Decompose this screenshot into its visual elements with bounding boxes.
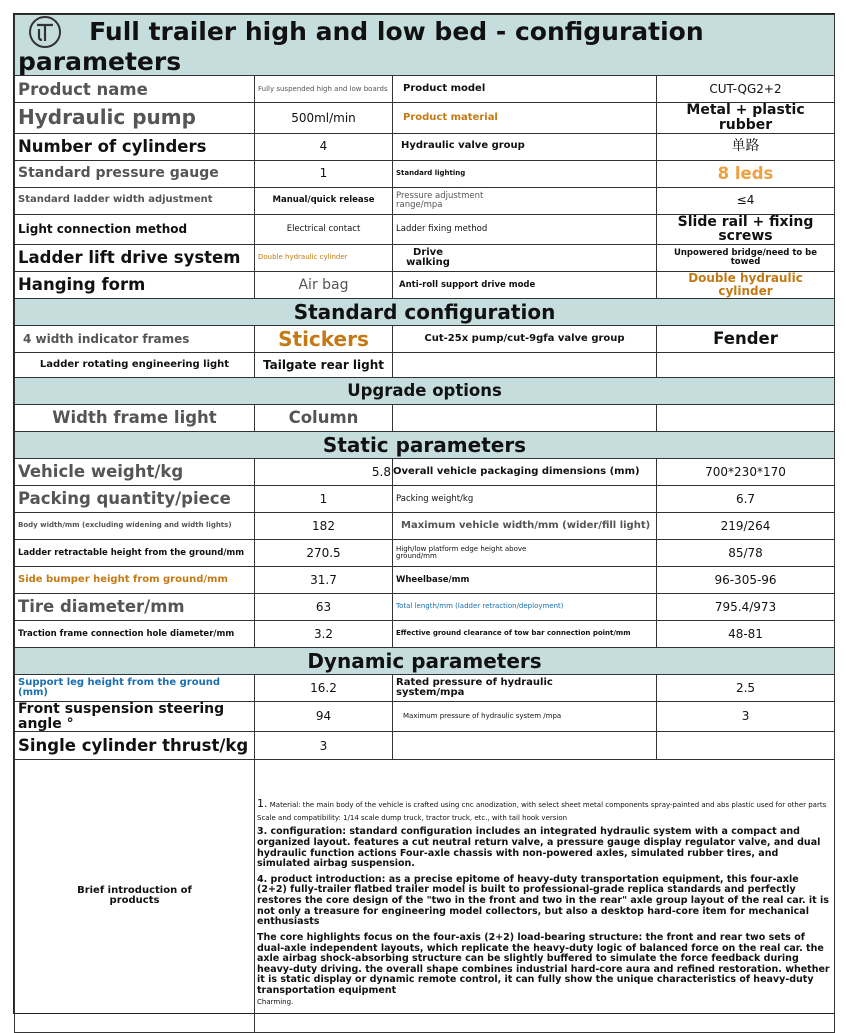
label-cell: Product model	[393, 76, 657, 103]
value-cell: 219/264	[657, 513, 835, 540]
section-header	[15, 299, 835, 326]
label-cell: Hydraulic pump	[15, 103, 255, 133]
label-cell: High/low platform edge height above ground/mm	[393, 540, 657, 567]
empty-cell	[393, 732, 657, 760]
item-cell: Cut-25x pump/cut-9gfa valve group	[393, 326, 657, 353]
label-cell: Number of cylinders	[15, 133, 255, 160]
label-cell: Drive walking	[393, 245, 657, 272]
value-cell: 270.5	[255, 540, 393, 567]
item-cell: Ladder rotating engineering light	[15, 353, 255, 378]
table-row	[15, 353, 835, 378]
value-cell: Double hydraulic cylinder	[657, 272, 835, 299]
label-cell: Light connection method	[15, 214, 255, 244]
item-cell: Fender	[657, 326, 835, 353]
label-cell: Product name	[15, 76, 255, 103]
spec-sheet	[13, 13, 835, 1014]
item-cell: Stickers	[255, 326, 393, 353]
label-cell: Effective ground clearance of tow bar connection point/mm	[393, 621, 657, 648]
value-cell: 1	[255, 160, 393, 187]
label-cell: Overall vehicle packaging dimensions (mm)	[393, 459, 657, 486]
label-cell: Ladder lift drive system	[15, 245, 255, 272]
value-cell: 500ml/min	[255, 103, 393, 133]
value-cell: CUT-QG2+2	[657, 76, 835, 103]
brand-logo-icon	[28, 15, 62, 49]
empty-cell	[657, 353, 835, 378]
value-cell: Slide rail + fixing screws	[657, 214, 835, 244]
table-row	[15, 133, 835, 160]
table-row	[15, 513, 835, 540]
table-row	[15, 103, 835, 133]
table-row	[15, 540, 835, 567]
table-row	[15, 272, 835, 299]
value-cell: 182	[255, 513, 393, 540]
item-cell: Tailgate rear light	[255, 353, 393, 378]
value-cell: 3	[657, 702, 835, 732]
intro-paragraph: Scale and compatibility: 1/14 scale dump truck, tractor truck, etc., with tail hook version	[257, 813, 568, 822]
section-header	[15, 648, 835, 675]
table-row	[15, 567, 835, 594]
table-row	[15, 245, 835, 272]
intro-label: Brief introduction of products	[15, 760, 255, 1033]
value-cell: 6.7	[657, 486, 835, 513]
value-cell: 1	[255, 486, 393, 513]
item-cell: Width frame light	[15, 405, 255, 432]
table-row	[15, 594, 835, 621]
label-cell: Packing weight/kg	[393, 486, 657, 513]
label-cell: Ladder fixing method	[393, 214, 657, 244]
value-cell: 单路	[657, 133, 835, 160]
value-cell: 94	[255, 702, 393, 732]
label-cell: Vehicle weight/kg	[15, 459, 255, 486]
table-row	[15, 459, 835, 486]
section-title: Dynamic parameters	[15, 648, 835, 675]
value-cell: Air bag	[255, 272, 393, 299]
empty-cell	[393, 405, 657, 432]
value-cell: 4	[255, 133, 393, 160]
empty-cell	[657, 732, 835, 760]
label-cell: Tire diameter/mm	[15, 594, 255, 621]
table-row	[15, 76, 835, 103]
item-cell: 4 width indicator frames	[15, 326, 255, 353]
table-row	[15, 732, 835, 760]
empty-cell	[657, 405, 835, 432]
label-cell: Side bumper height from ground/mm	[15, 567, 255, 594]
intro-paragraph: 1. Material: the main body of the vehicle is crafted using cnc anodization, with select sheet metal components spray-painted and abs plastic used for other parts	[257, 797, 827, 811]
spec-table	[14, 14, 835, 1033]
empty-cell	[393, 353, 657, 378]
value-cell: 5.8	[255, 459, 393, 486]
label-cell: Standard ladder width adjustment	[15, 187, 255, 214]
value-cell: 48-81	[657, 621, 835, 648]
table-row	[15, 486, 835, 513]
label-cell: Standard pressure gauge	[15, 160, 255, 187]
label-cell: Single cylinder thrust/kg	[15, 732, 255, 760]
value-cell: 2.5	[657, 675, 835, 702]
intro-paragraph: The core highlights focus on the four-axis (2+2) load-bearing structure: the front and rear two sets of dual-axle independent layouts, which replicate the heavy-duty logic of balanced force on the real car. the axle airbag shock-absorbing structure can be slightly buffered to simulate the force feedback during heavy-duty driving. the overall shape combines industrial hard-core aura and refined restoration. whether it is static display or dynamic remote control, it can fully show the unique characteristics of heavy-duty transportation equipment	[257, 931, 830, 997]
table-row	[15, 326, 835, 353]
label-cell: Ladder retractable height from the ground/mm	[15, 540, 255, 567]
value-cell: 31.7	[255, 567, 393, 594]
intro-row	[15, 760, 835, 1033]
value-cell: 3	[255, 732, 393, 760]
value-cell: 63	[255, 594, 393, 621]
section-title: Standard configuration	[15, 299, 835, 326]
table-row	[15, 160, 835, 187]
section-header	[15, 378, 835, 405]
table-row	[15, 187, 835, 214]
intro-paragraph: 3. configuration: standard configuration includes an integrated hydraulic system with a compact and organized layout. features a cut neutral return valve, a pressure gauge display regulator valve, and dual hydraulic function actions Four-axle chassis with non-powered axles, simulated rubber tires, and simulated airbag suspension.	[257, 826, 821, 870]
label-cell: Total length/mm (ladder retraction/deployment)	[393, 594, 657, 621]
label-cell: Rated pressure of hydraulic system/mpa	[393, 675, 657, 702]
table-row	[15, 702, 835, 732]
label-cell: Maximum pressure of hydraulic system /mpa	[393, 702, 657, 732]
value-cell: 16.2	[255, 675, 393, 702]
label-cell: Standard lighting	[393, 160, 657, 187]
value-cell: Unpowered bridge/need to be towed	[657, 245, 835, 272]
value-cell: Metal + plastic rubber	[657, 103, 835, 133]
value-cell: 85/78	[657, 540, 835, 567]
label-cell: Wheelbase/mm	[393, 567, 657, 594]
label-cell: Hanging form	[15, 272, 255, 299]
intro-text	[255, 760, 835, 1033]
value-cell: 8 leds	[657, 160, 835, 187]
table-row	[15, 405, 835, 432]
label-cell: Anti-roll support drive mode	[393, 272, 657, 299]
value-cell: 3.2	[255, 621, 393, 648]
value-cell: Double hydraulic cylinder	[255, 245, 393, 272]
label-cell: Traction frame connection hole diameter/mm	[15, 621, 255, 648]
value-cell: Fully suspended high and low boards	[255, 76, 393, 103]
intro-paragraph: 4. product introduction: as a precise epitome of heavy-duty transportation equipment, this four-axle (2+2) fully-trailer flatbed trailer model is built to professional-grade replica standards and perfectly restores the core design of the "two in the front and two in the rear" axle group layout of the real car. it is not only a treasure for engineering model collectors, but also a desktop hard-core item for mechanical enthusiasts	[257, 873, 829, 928]
table-row	[15, 621, 835, 648]
value-cell: 700*230*170	[657, 459, 835, 486]
value-cell: ≤4	[657, 187, 835, 214]
label-cell: Hydraulic valve group	[393, 133, 657, 160]
value-cell: Manual/quick release	[255, 187, 393, 214]
label-cell: Body width/mm (excluding widening and width lights)	[15, 513, 255, 540]
table-row	[15, 214, 835, 244]
section-header	[15, 432, 835, 459]
value-cell: Electrical contact	[255, 214, 393, 244]
header-row	[15, 15, 835, 76]
page-title: Full trailer high and low bed - configuration parameters	[18, 16, 704, 76]
label-cell: Product material	[393, 103, 657, 133]
intro-paragraph: Charming.	[257, 997, 294, 1006]
label-cell: Support leg height from the ground (mm)	[15, 675, 255, 702]
table-row	[15, 675, 835, 702]
label-cell: Packing quantity/piece	[15, 486, 255, 513]
label-cell: Maximum vehicle width/mm (wider/fill light)	[393, 513, 657, 540]
section-title: Upgrade options	[15, 378, 835, 405]
section-title: Static parameters	[15, 432, 835, 459]
item-cell: Column	[255, 405, 393, 432]
value-cell: 96-305-96	[657, 567, 835, 594]
label-cell: Front suspension steering angle °	[15, 702, 255, 732]
label-cell: Pressure adjustment range/mpa	[393, 187, 657, 214]
value-cell: 795.4/973	[657, 594, 835, 621]
